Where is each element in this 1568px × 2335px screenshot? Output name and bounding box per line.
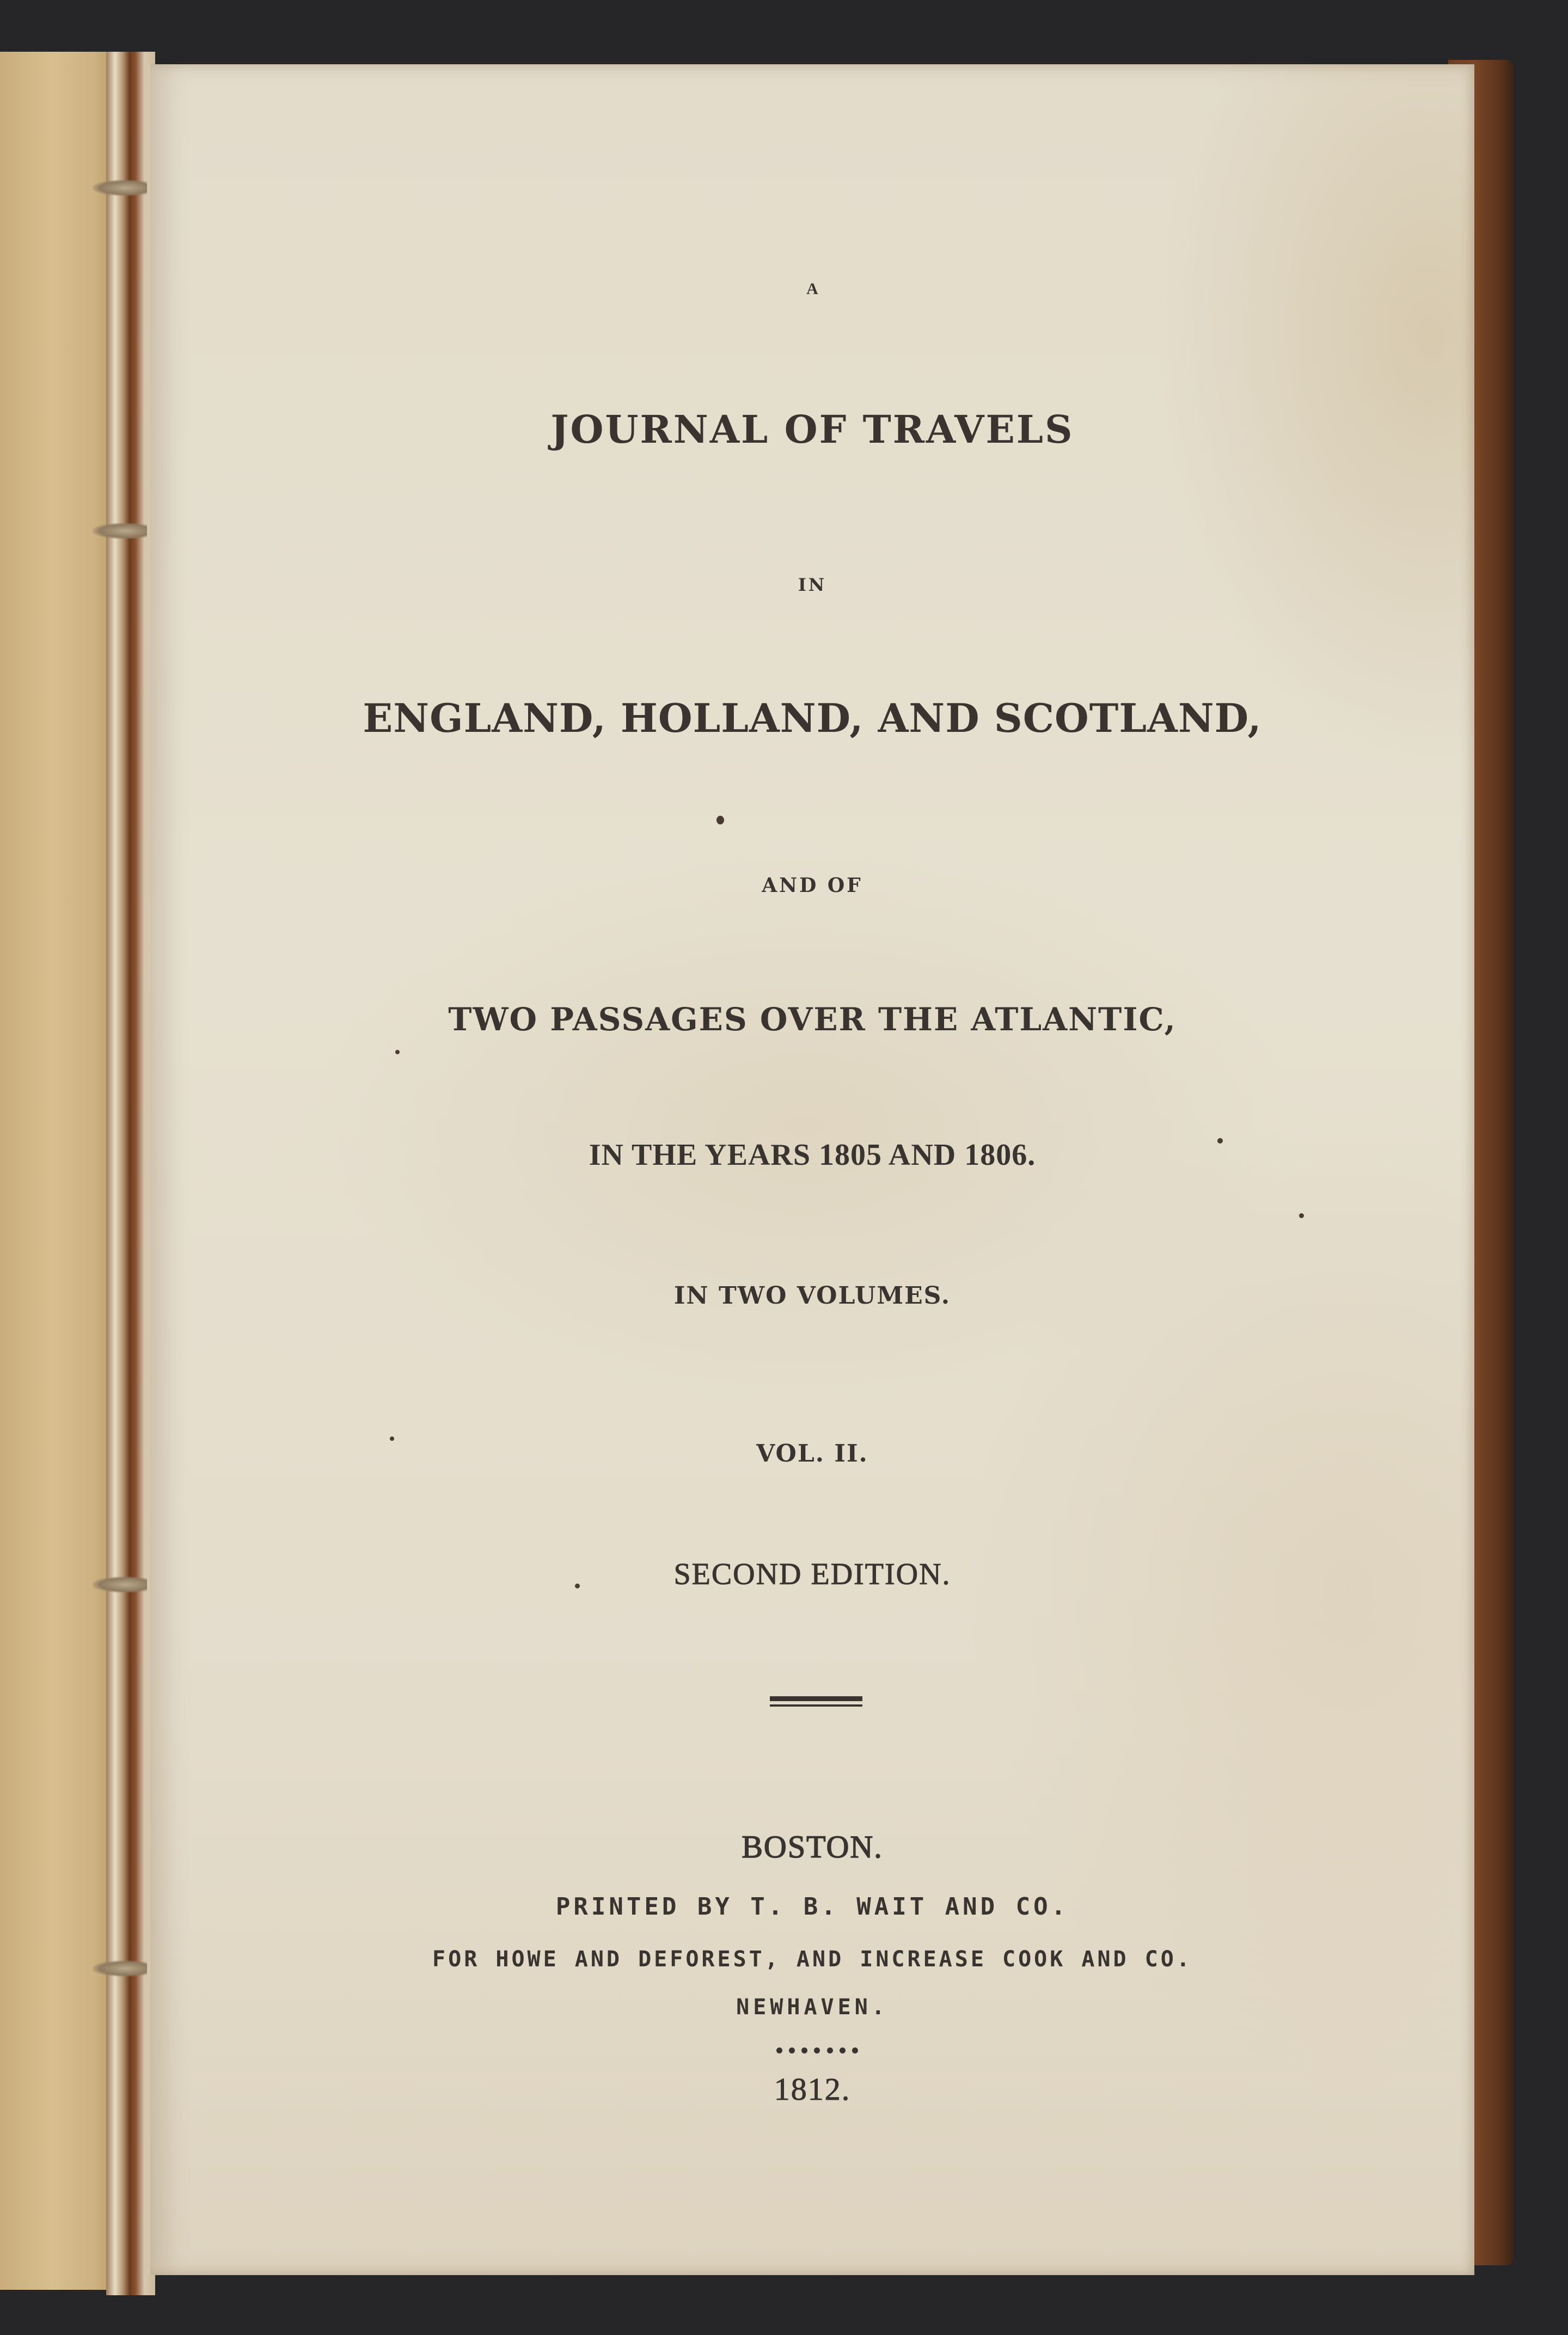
- title-years: IN THE YEARS 1805 AND 1806.: [589, 1138, 1036, 1172]
- ink-speck: [395, 1050, 400, 1054]
- ink-speck: [575, 1584, 580, 1588]
- title-page: [147, 64, 1474, 2275]
- ink-speck: [1217, 1138, 1223, 1144]
- dotted-ornament: [776, 2046, 858, 2054]
- imprint-printer: PRINTED BY T. B. WAIT AND CO.: [555, 1893, 1069, 1921]
- ink-speck: [1299, 1213, 1304, 1218]
- title-connector-in: IN: [798, 574, 827, 595]
- ink-speck: [390, 1437, 394, 1441]
- volume-count: IN TWO VOLUMES.: [673, 1282, 951, 1310]
- title-passages: TWO PASSAGES OVER THE ATLANTIC,: [448, 1001, 1177, 1038]
- double-rule-divider: [770, 1696, 862, 1708]
- volume-number: VOL. II.: [756, 1440, 868, 1468]
- book-title: JOURNAL OF TRAVELS: [550, 407, 1074, 452]
- ink-speck: [716, 816, 724, 824]
- title-connector-and-of: AND OF: [762, 874, 863, 897]
- imprint-year: 1812.: [774, 2071, 851, 2107]
- title-countries: ENGLAND, HOLLAND, AND SCOTLAND,: [363, 695, 1262, 741]
- imprint-city: BOSTON.: [742, 1829, 883, 1865]
- title-article: A: [806, 280, 818, 298]
- imprint-place: NEWHAVEN.: [736, 1995, 889, 2020]
- imprint-publishers: FOR HOWE AND DEFOREST, AND INCREASE COOK AND CO.: [432, 1947, 1192, 1972]
- edition-statement: SECOND EDITION.: [673, 1557, 951, 1591]
- left-endpaper: [0, 52, 117, 2290]
